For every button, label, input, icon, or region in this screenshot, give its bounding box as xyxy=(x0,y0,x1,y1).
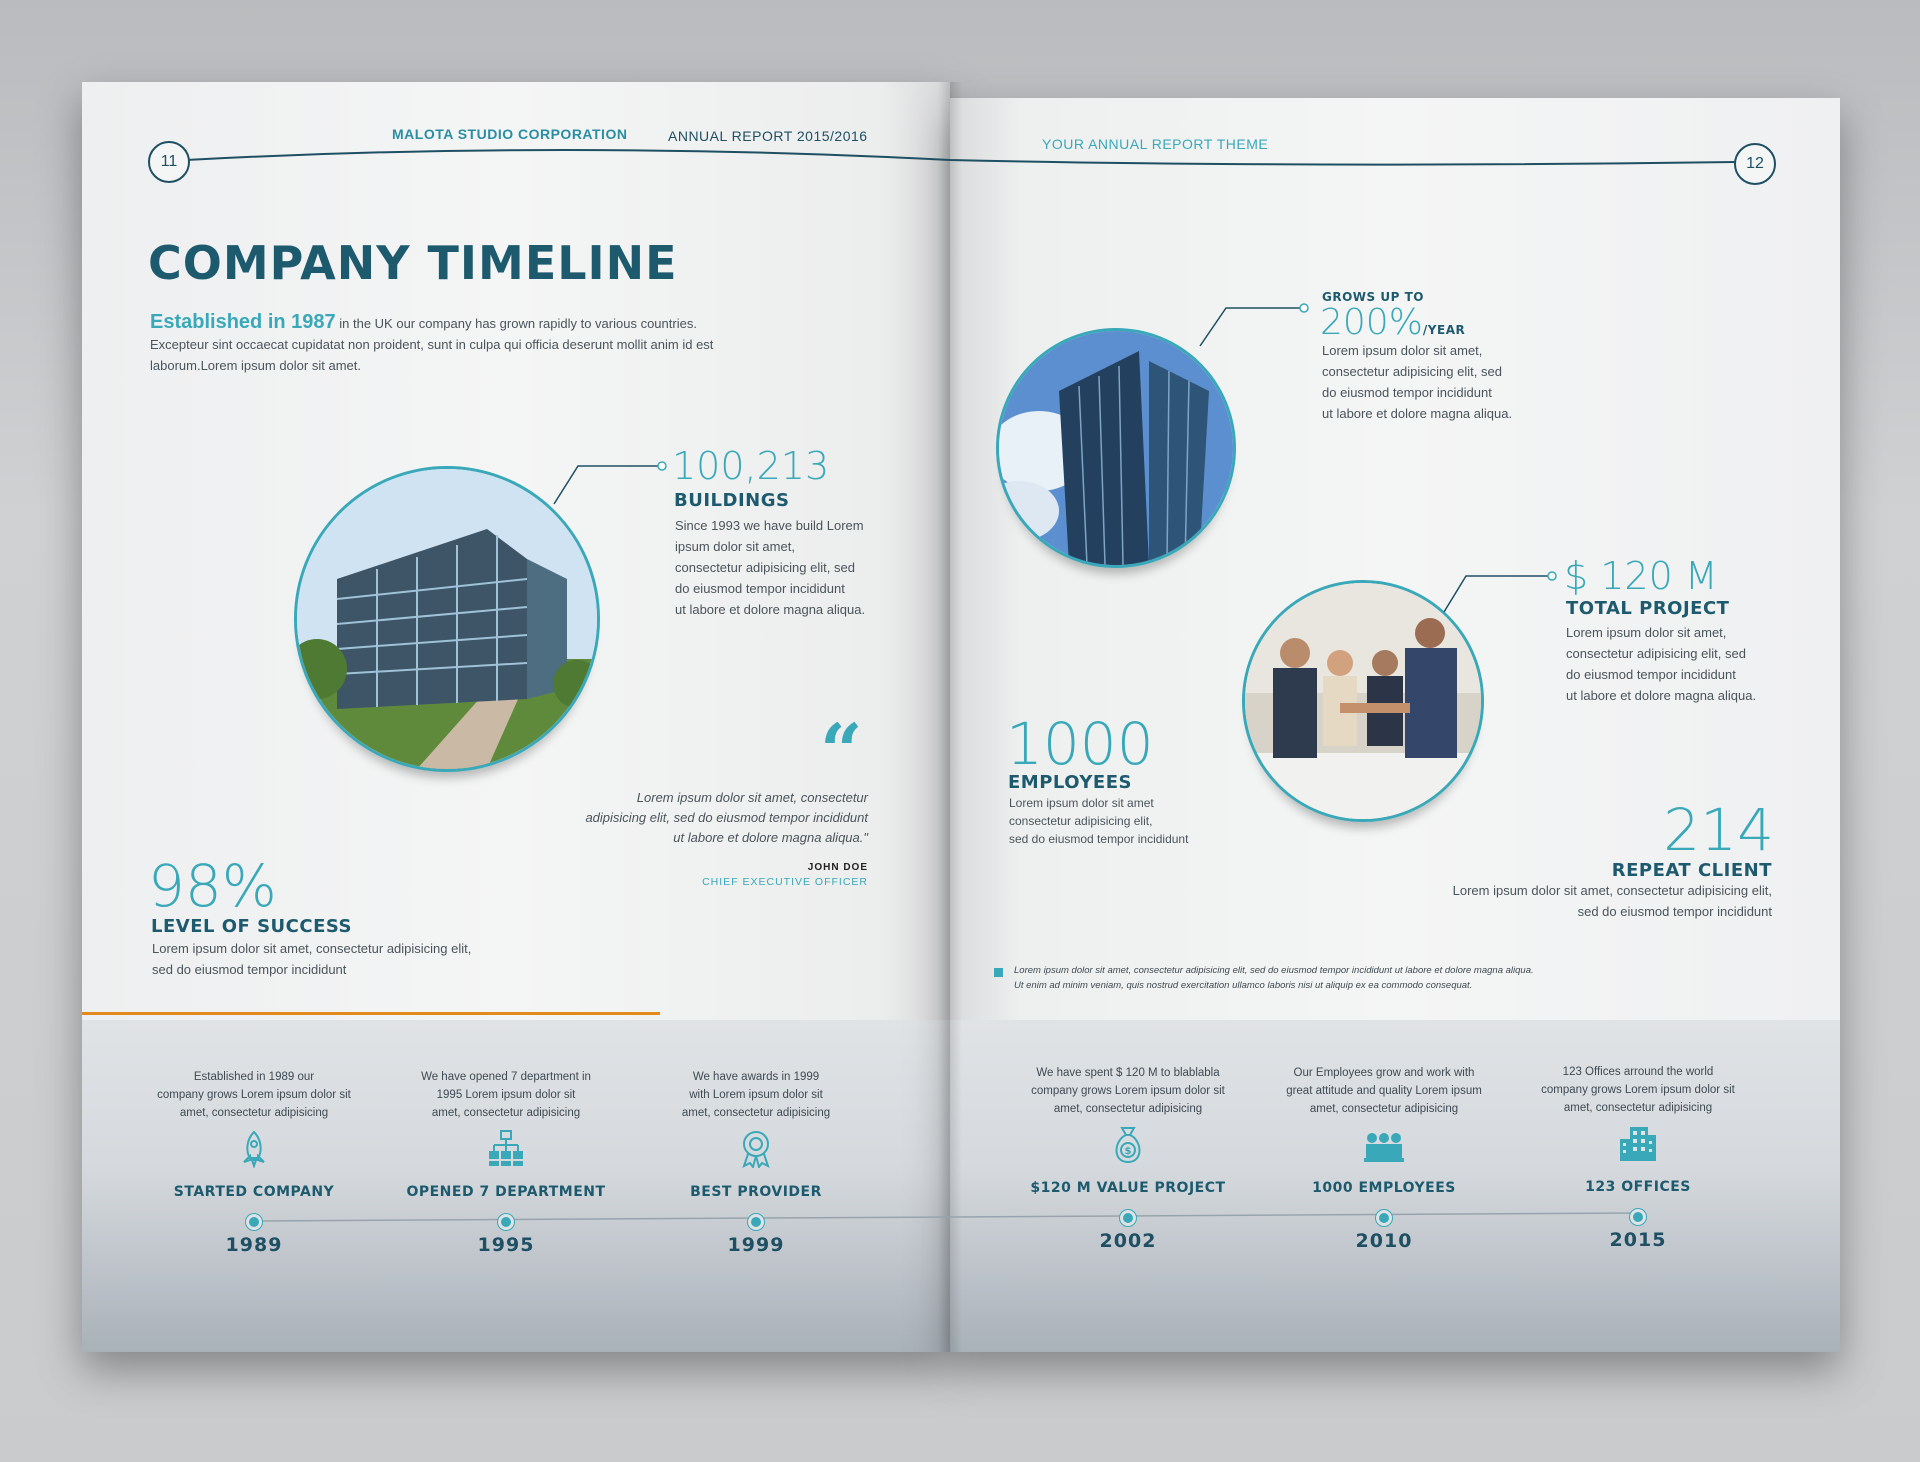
timeline-description xyxy=(396,1068,616,1122)
buildings-line: Since 1993 we have build Lorem xyxy=(675,518,864,533)
growth-leader-line xyxy=(1196,300,1312,350)
growth-line: Lorem ipsum dolor sit amet, xyxy=(1322,343,1483,358)
growth-line: consectetur adipisicing elit, sed xyxy=(1322,364,1502,379)
header-theme: YOUR ANNUAL REPORT THEME xyxy=(1042,136,1269,152)
timeline-dot xyxy=(748,1214,764,1230)
buildings-leader-line xyxy=(550,460,670,530)
growth-text xyxy=(1322,340,1512,424)
project-label: TOTAL PROJECT xyxy=(1566,598,1730,619)
employees-label: EMPLOYEES xyxy=(1008,772,1132,793)
timeline-dot xyxy=(1376,1210,1392,1226)
timeline-description-line: 1995 Lorem ipsum dolor sit xyxy=(436,1089,576,1101)
employees-text xyxy=(1009,794,1188,848)
timeline-description-line: Our Employees grow and work with xyxy=(1293,1067,1475,1079)
project-line: do eiusmod tempor incididunt xyxy=(1566,667,1736,682)
growth-kicker: GROWS UP TO xyxy=(1322,290,1424,304)
orange-divider xyxy=(82,1012,660,1015)
timeline-description-line: company grows Lorem ipsum dolor sit xyxy=(1541,1084,1735,1096)
office-building-icon xyxy=(1618,1123,1658,1163)
spine-shadow xyxy=(938,82,962,1352)
timeline-year: 1989 xyxy=(225,1234,283,1256)
project-leader-line xyxy=(1440,566,1560,626)
rocket-icon xyxy=(234,1128,274,1168)
intro-line-3: laborum.Lorem ipsum dolor sit amet. xyxy=(150,358,361,373)
timeline-label: OPENED 7 DEPARTMENT xyxy=(406,1184,606,1200)
timeline-label: BEST PROVIDER xyxy=(690,1184,822,1200)
clients-line: sed do eiusmod tempor incididunt xyxy=(1577,904,1772,919)
quote-text xyxy=(540,788,868,848)
header-report xyxy=(668,128,868,144)
employees-line: sed do eiusmod tempor incididunt xyxy=(1009,832,1189,846)
timeline-year: 1999 xyxy=(727,1234,785,1256)
money-bag-icon xyxy=(1108,1124,1148,1164)
project-line: Lorem ipsum dolor sit amet, xyxy=(1566,625,1727,640)
timeline-description-line: 123 Offices arround the world xyxy=(1562,1066,1714,1078)
quote-author: JOHN DOE xyxy=(807,862,868,873)
timeline-label: 123 OFFICES xyxy=(1585,1179,1691,1195)
footnote-line: Lorem ipsum dolor sit amet, consectetur adipisicing elit, sed do eiusmod tempor incididunt ut labore et dolore magna aliqua. xyxy=(1014,965,1534,976)
success-text xyxy=(152,938,471,980)
clients-line: Lorem ipsum dolor sit amet, consectetur adipisicing elit, xyxy=(1452,883,1772,898)
timeline-description-line: with Lorem ipsum dolor sit xyxy=(689,1089,823,1101)
quote-line: Lorem ipsum dolor sit amet, consectetur xyxy=(636,790,868,805)
growth-line: ut labore et dolore magna aliqua. xyxy=(1322,406,1513,421)
timeline-description xyxy=(1018,1064,1238,1118)
project-line: ut labore et dolore magna aliqua. xyxy=(1566,688,1757,703)
timeline-description-line: company grows Lorem ipsum dolor sit xyxy=(1031,1085,1225,1097)
project-line: consectetur adipisicing elit, sed xyxy=(1566,646,1746,661)
timeline-description-line: amet, consectetur adipisicing xyxy=(681,1107,831,1119)
timeline-dot xyxy=(498,1214,514,1230)
timeline-description xyxy=(1528,1063,1748,1117)
timeline-year: 2015 xyxy=(1609,1229,1667,1251)
timeline-description xyxy=(646,1068,866,1122)
employees-icon xyxy=(1364,1124,1404,1164)
timeline-description-line: amet, consectetur adipisicing xyxy=(1563,1102,1713,1114)
page-title: COMPANY TIMELINE xyxy=(148,236,678,290)
timeline-label: 1000 EMPLOYEES xyxy=(1312,1180,1456,1196)
intro-text: in the UK our company has grown rapidly to various countries. xyxy=(335,316,697,331)
success-line: sed do eiusmod tempor incididunt xyxy=(152,962,347,977)
header-report-prefix: ANNUAL xyxy=(668,128,728,144)
clients-label: REPEAT CLIENT xyxy=(1611,860,1772,881)
growth-number: 200% xyxy=(1320,302,1423,343)
growth-unit: /YEAR xyxy=(1422,323,1466,337)
timeline-description-line: We have awards in 1999 xyxy=(692,1071,820,1083)
footnote-line: Ut enim ad minim veniam, quis nostrud exercitation ullamco laboris nisi ut aliquip ex ea commodo consequat. xyxy=(1014,980,1473,991)
growth-line: do eiusmod tempor incididunt xyxy=(1322,385,1492,400)
quote-line: ut labore et dolore magna aliqua." xyxy=(673,830,868,845)
success-label: LEVEL OF SUCCESS xyxy=(151,916,353,937)
quote-line: adipisicing elit, sed do eiusmod tempor incididunt xyxy=(585,810,868,825)
clients-text xyxy=(1400,880,1772,922)
footnote xyxy=(1014,963,1534,993)
project-text xyxy=(1566,622,1756,706)
timeline-description-line: great attitude and quality Lorem ipsum xyxy=(1286,1085,1482,1097)
buildings-text xyxy=(675,515,865,620)
timeline-description-line: We have spent $ 120 M to blablabla xyxy=(1036,1067,1220,1079)
header-rule xyxy=(0,0,1920,200)
timeline-dot xyxy=(1120,1210,1136,1226)
timeline-description xyxy=(1274,1064,1494,1118)
timeline-description-line: amet, consectetur adipisicing xyxy=(1309,1103,1459,1115)
org-chart-icon xyxy=(486,1128,526,1168)
intro-highlight: Established in 1987 xyxy=(150,311,336,333)
employees-line: consectetur adipisicing elit, xyxy=(1009,814,1153,828)
success-number: 98% xyxy=(148,852,277,920)
intro-paragraph xyxy=(150,312,790,376)
timeline-description-line: company grows Lorem ipsum dolor sit xyxy=(157,1089,351,1101)
buildings-label: BUILDINGS xyxy=(674,490,790,511)
timeline-dot xyxy=(1630,1209,1646,1225)
quote-role: CHIEF EXECUTIVE OFFICER xyxy=(702,876,868,888)
header-company: MALOTA STUDIO CORPORATION xyxy=(392,126,628,142)
svg-text:$: $ xyxy=(1124,1146,1132,1157)
timeline-year: 2010 xyxy=(1355,1230,1413,1252)
footnote-bullet-icon xyxy=(994,968,1003,977)
timeline-label: STARTED COMPANY xyxy=(173,1184,335,1200)
timeline-label: $120 M VALUE PROJECT xyxy=(1030,1180,1226,1196)
quote-mark-icon: “ xyxy=(820,709,863,795)
award-icon xyxy=(736,1128,776,1168)
employees-number: 1000 xyxy=(1006,710,1154,778)
skyscraper-photo xyxy=(996,328,1236,568)
timeline-year: 2002 xyxy=(1099,1230,1157,1252)
intro-line-2: Excepteur sint occaecat cupidatat non proident, sunt in culpa qui officia deserunt mollit anim id est xyxy=(150,337,714,352)
success-line: Lorem ipsum dolor sit amet, consectetur adipisicing elit, xyxy=(152,941,472,956)
buildings-line: ut labore et dolore magna aliqua. xyxy=(675,602,866,617)
buildings-line: ipsum dolor sit amet, xyxy=(675,539,795,554)
page-number-right: 12 xyxy=(1734,143,1776,185)
buildings-line: do eiusmod tempor incididunt xyxy=(675,581,845,596)
header-report-year: REPORT 2015/2016 xyxy=(731,128,868,144)
timeline-dot xyxy=(246,1214,262,1230)
timeline-description xyxy=(144,1068,364,1122)
timeline-description-line: amet, consectetur adipisicing xyxy=(1053,1103,1203,1115)
timeline-description-line: Established in 1989 our xyxy=(193,1071,315,1083)
clients-number: 214 xyxy=(1663,796,1774,864)
timeline-description-line: amet, consectetur adipisicing xyxy=(179,1107,329,1119)
growth-figure xyxy=(1320,302,1465,343)
buildings-number: 100,213 xyxy=(672,444,830,488)
page-number-left: 11 xyxy=(148,141,190,183)
timeline-year: 1995 xyxy=(477,1234,535,1256)
timeline-description-line: amet, consectetur adipisicing xyxy=(431,1107,581,1119)
project-number: $ 120 M xyxy=(1564,554,1718,598)
buildings-line: consectetur adipisicing elit, sed xyxy=(675,560,855,575)
timeline-description-line: We have opened 7 department in xyxy=(421,1071,591,1083)
employees-line: Lorem ipsum dolor sit amet xyxy=(1009,796,1154,810)
